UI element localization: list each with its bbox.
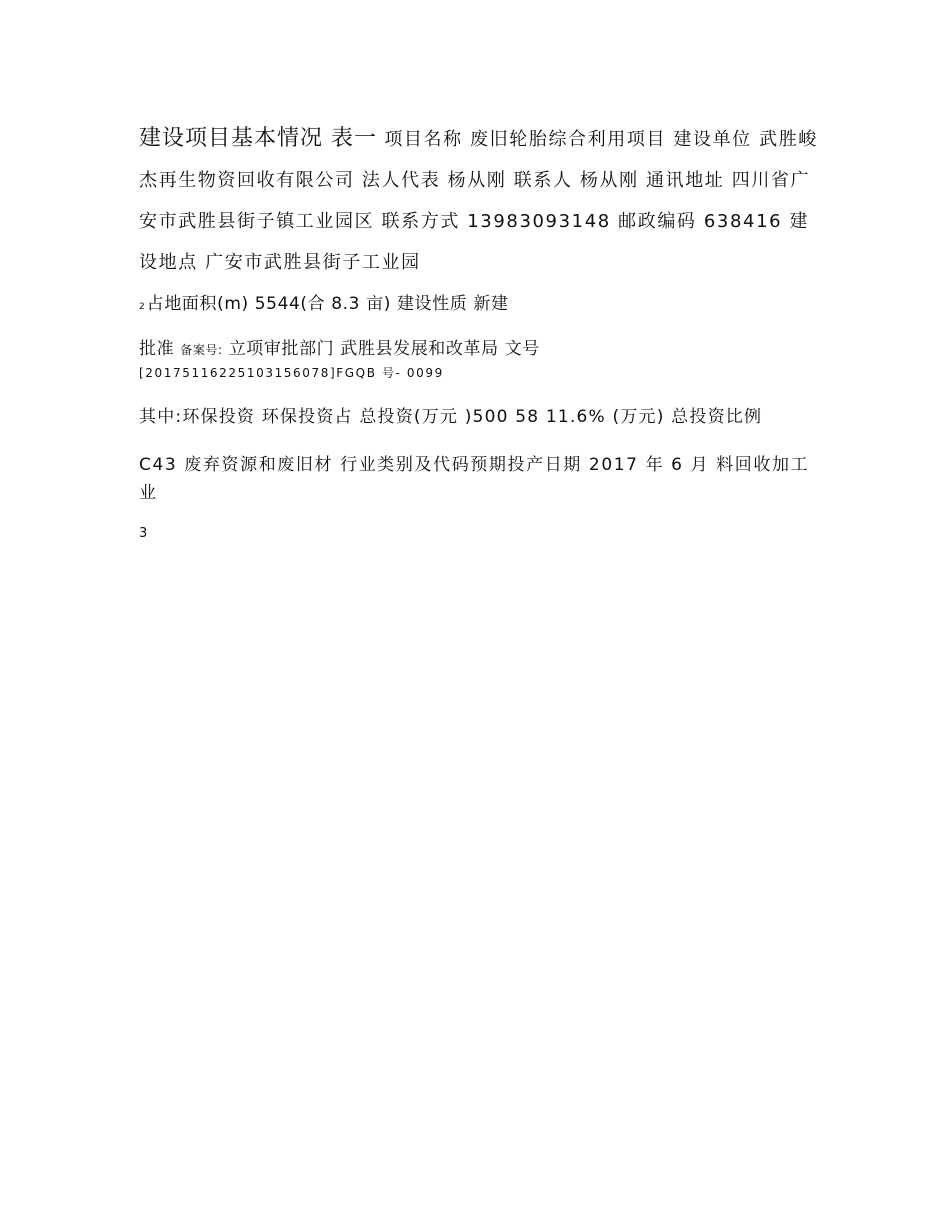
document-page [139, 118, 819, 543]
approval-text: 立项审批部门 武胜县发展和改革局 文号 [228, 339, 540, 359]
investment-paragraph: 其中:环保投资 环保投资占 总投资(万元 )500 58 11.6% (万元) 总投资比例 [139, 407, 763, 427]
area-unit-superscript: 2 [139, 302, 145, 312]
industry-paragraph: C43 废弃资源和废旧材 行业类别及代码预期投产日期 2017 年 6 月 料回收加工业 [139, 455, 810, 503]
approval-prefix: 批准 [139, 339, 175, 359]
approval-record-label: 备案号: [180, 343, 223, 357]
basic-info-paragraph [139, 118, 819, 283]
section-heading: 建设项目基本情况 表一 [139, 126, 377, 151]
area-paragraph [139, 289, 819, 322]
area-text: 占地面积(m) 5544(合 8.3 亩) 建设性质 新建 [146, 294, 509, 314]
approval-number: [20175116225103156078]FGQB 号- 0099 [139, 366, 444, 380]
project-details-text: 项目名称 废旧轮胎综合利用项目 建设单位 武胜峻杰再生物资回收有限公司 法人代表 杨从刚 联系人 杨从刚 通讯地址 四川省广安市武胜县街子镇工业园区 联系方式 13983093148 邮政编码 638416 建设地点 广安市武胜县街子工业园 [139, 129, 818, 273]
approval-paragraph [139, 334, 819, 365]
page-number: 3 [139, 526, 149, 541]
